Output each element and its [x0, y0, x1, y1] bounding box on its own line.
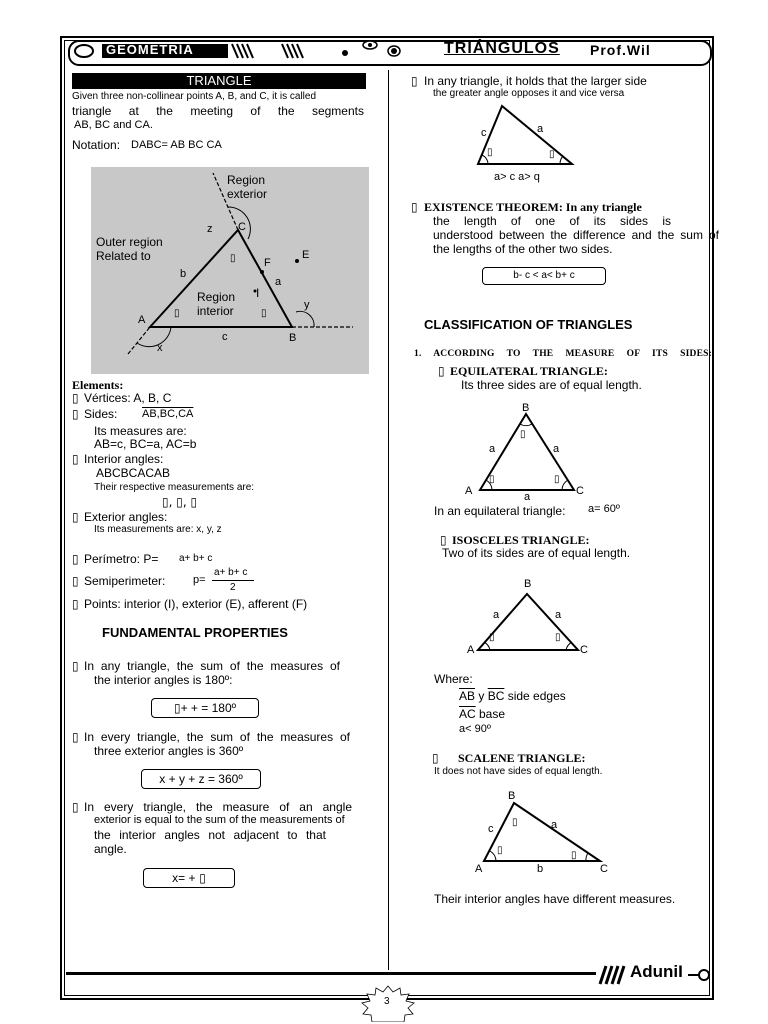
iso-fig-c-vertex: C [580, 644, 588, 656]
page-number: 3 [384, 996, 390, 1007]
where-ac: $\overline{AC}$ [459, 707, 476, 721]
existence-line-c: the lengths of the other two sides. [433, 242, 613, 256]
interior-label: Interior angles: [84, 452, 164, 466]
bullet-box: ▯ [72, 391, 79, 405]
perimeter-label: Perímetro: P= [84, 552, 159, 566]
fig-vertex-b: B [289, 332, 297, 344]
where-label: Where: [434, 672, 473, 686]
fig-angle-box-a: ▯ [174, 308, 180, 319]
prop3-line-b: exterior is equal to the sum of the measurements of [94, 814, 345, 826]
bullet-box: ▯ [72, 552, 79, 566]
fig-point-e: E [302, 249, 310, 261]
equilateral-triangle-figure [470, 406, 590, 496]
existence-line-a: the length of one of its sides is [433, 214, 671, 228]
sides-value: AB,BC,CA [142, 408, 194, 420]
bullet-box: ▯ [72, 659, 79, 673]
bullet-box: ▯ [438, 364, 445, 378]
fig-region-interior: Region interior [197, 290, 236, 318]
interior-angle-symbols: ▯, ▯, ▯ [162, 495, 198, 509]
iso-fig-side-right: a [555, 609, 562, 621]
interior-value: ABCBCACAB [96, 466, 171, 480]
fig-angle-y: y [304, 299, 310, 311]
fig-point-i: I [256, 286, 260, 300]
intro-line-1: Given three non-collinear points A, B, and C, it is called [72, 91, 317, 102]
notation-label: Notation: [72, 138, 121, 152]
measures-value: AB=c, BC=a, AC=b [94, 437, 197, 451]
fig-angle-box-c: ▯ [230, 253, 236, 264]
isosceles-triangle-figure [470, 586, 590, 656]
prop1-line-b: the interior angles is 180º: [94, 673, 233, 687]
equi-fig-b: B [522, 402, 530, 414]
prop1-formula-box: ▯+ + = 180º [151, 698, 259, 718]
equi-fig-a-vertex: A [465, 485, 473, 497]
where-base-line [459, 707, 505, 721]
perimeter-value: a+ b+ c [179, 553, 213, 564]
header-center-title: TRIÁNGULOS [444, 40, 560, 57]
bullet-box: ▯ [440, 533, 447, 547]
equi-fig-c-vertex: C [576, 485, 584, 497]
intro-line-3: AB, BC and CA. [74, 119, 153, 131]
scalene-triangle-figure [476, 795, 606, 865]
classification-title: CLASSIFICATION OF TRIANGLES [424, 317, 633, 332]
sides-label: Sides: [84, 407, 118, 421]
bullet-box: ▯ [432, 751, 439, 765]
prop2-formula-box [141, 769, 261, 789]
where-angle: a< 90º [459, 723, 491, 735]
fig-point-f: F [264, 257, 271, 269]
larger-fig-angle-box: ▯ [487, 147, 493, 158]
intro-line-2: triangle at the meeting of the segments [72, 104, 364, 118]
isosceles-title: ISOSCELES TRIANGLE: [452, 533, 590, 547]
section-title-triangle: TRIANGLE [72, 73, 366, 89]
footer-rule [66, 972, 596, 975]
fig-angle-box-b: ▯ [261, 308, 267, 319]
equi-fig-angle-box: ▯ [489, 474, 495, 485]
header-right-author: Prof.Wil [590, 42, 651, 58]
fig-side-a: a [275, 276, 282, 288]
fig-angle-z: z [207, 223, 213, 235]
points-line: Points: interior (I), exterior (E), afferent (F) [84, 597, 308, 611]
prop3-formula-box: x= + ▯ [143, 868, 235, 888]
bullet-box: ▯ [72, 574, 79, 588]
prop3-line-d: angle. [94, 842, 127, 856]
fig-angle-x: x [157, 342, 163, 354]
measures-label: Its measures are: [94, 424, 187, 438]
bullet-box: ▯ [72, 730, 79, 744]
prop3-line-c: the interior angles not adjacent to that [94, 828, 326, 842]
fig-outer-region: Outer region Related to [96, 235, 163, 263]
larger-caption: a> c a> q [494, 171, 540, 183]
equilateral-note: In an equilateral triangle: [434, 504, 566, 518]
where-edges-line [459, 689, 566, 703]
column-divider [388, 70, 389, 970]
iso-fig-a-vertex: A [467, 644, 475, 656]
existence-title: EXISTENCE THEOREM: In any triangle [424, 200, 642, 214]
fig-side-b: b [180, 268, 187, 280]
equi-fig-angle-box: ▯ [554, 474, 560, 485]
scalene-title: SCALENE TRIANGLE: [458, 751, 586, 765]
equilateral-title: EQUILATERAL TRIANGLE: [450, 364, 608, 378]
scal-fig-angle-box: ▯ [571, 850, 577, 861]
scalene-desc: It does not have sides of equal length. [434, 766, 603, 777]
iso-fig-angle-box: ▯ [555, 632, 561, 643]
exterior-value: Its measurements are: x, y, z [94, 524, 222, 535]
iso-fig-b: B [524, 578, 532, 590]
scalene-note: Their interior angles have different measures. [434, 892, 676, 906]
equi-fig-angle-box: ▯ [520, 429, 526, 440]
equi-fig-side-bottom: a [524, 491, 531, 503]
scal-fig-a-vertex: A [475, 863, 483, 875]
existence-formula-box [482, 267, 606, 285]
bullet-box: ▯ [72, 510, 79, 524]
bullet-box: ▯ [72, 597, 79, 611]
prop2-line-a: In every triangle, the sum of the measures of [84, 730, 350, 744]
iso-fig-angle-box: ▯ [489, 632, 495, 643]
equilateral-desc: Its three sides are of equal length. [461, 378, 642, 392]
scal-fig-angle-box: ▯ [512, 817, 518, 828]
prop1-line-a: In any triangle, the sum of the measures of [84, 659, 340, 673]
according-heading: 1. ACCORDING TO THE MEASURE OF ITS SIDES: [414, 349, 712, 359]
scal-fig-side-a: a [551, 819, 558, 831]
elements-title: Elements: [72, 378, 124, 392]
header-left-label: GEOMETRÍA [106, 42, 194, 57]
scal-fig-b: B [508, 790, 516, 802]
prop2-line-b: three exterior angles is 360º [94, 744, 244, 758]
prop3-formula: x= + [172, 871, 196, 885]
larger-fig-c: c [481, 127, 487, 139]
scal-fig-side-c: c [488, 823, 494, 835]
footer-brand: AduniI [630, 962, 683, 981]
bullet-box: ▯ [411, 74, 418, 88]
fraction-bar [212, 580, 254, 581]
vertices-line: Vértices: A, B, C [84, 391, 172, 405]
existence-line-b: understood between the difference and the sum of [433, 228, 719, 242]
where-side: side edges [504, 689, 566, 703]
fig-vertex-a: A [138, 314, 146, 326]
fig-vertex-c: C [238, 221, 246, 233]
scal-fig-side-b: b [537, 863, 544, 875]
bullet-box: ▯ [72, 800, 79, 814]
larger-line-b: the greater angle opposes it and vice versa [433, 88, 625, 99]
existence-formula: b- c < a< b+ c [513, 270, 575, 281]
bullet-box: ▯ [72, 407, 79, 421]
semiperimeter-denominator: 2 [230, 582, 236, 593]
interior-resp: Their respective measurements are: [94, 482, 255, 493]
equilateral-note-value: a= 60º [588, 503, 620, 515]
larger-line-a: In any triangle, it holds that the larger side [424, 74, 647, 88]
where-bc: $\overline{BC}$ [487, 689, 505, 703]
where-ab: $\overline{AB}$ [459, 689, 476, 703]
semiperimeter-numerator: a+ b+ c [214, 567, 248, 578]
isosceles-desc: Two of its sides are of equal length. [442, 546, 631, 560]
where-base: base [475, 707, 506, 721]
larger-fig-a: a [537, 123, 544, 135]
prop1-formula: + + = 180º [180, 701, 237, 715]
exterior-label: Exterior angles: [84, 510, 168, 524]
equi-fig-side-right: a [553, 443, 560, 455]
larger-fig-angle-box: ▯ [549, 149, 555, 160]
semiperimeter-label: Semiperimeter: [84, 574, 166, 588]
scal-fig-c-vertex: C [600, 863, 608, 875]
equi-fig-side-left: a [489, 443, 496, 455]
fig-region-exterior: Region exterior [227, 173, 268, 201]
bullet-box: ▯ [411, 200, 418, 214]
fig-side-c: c [222, 331, 228, 343]
notation-value: DABC= AB BC CA [131, 139, 222, 151]
fundamental-title: FUNDAMENTAL PROPERTIES [102, 625, 288, 640]
semiperimeter-p: p= [193, 574, 206, 586]
iso-fig-side-left: a [493, 609, 500, 621]
prop2-formula: x + y + z = 360º [159, 772, 243, 786]
scal-fig-angle-box: ▯ [497, 845, 503, 856]
where-y: y [475, 689, 488, 703]
bullet-box: ▯ [72, 452, 79, 466]
prop3-line-a: In every triangle, the measure of an angle [84, 800, 352, 814]
